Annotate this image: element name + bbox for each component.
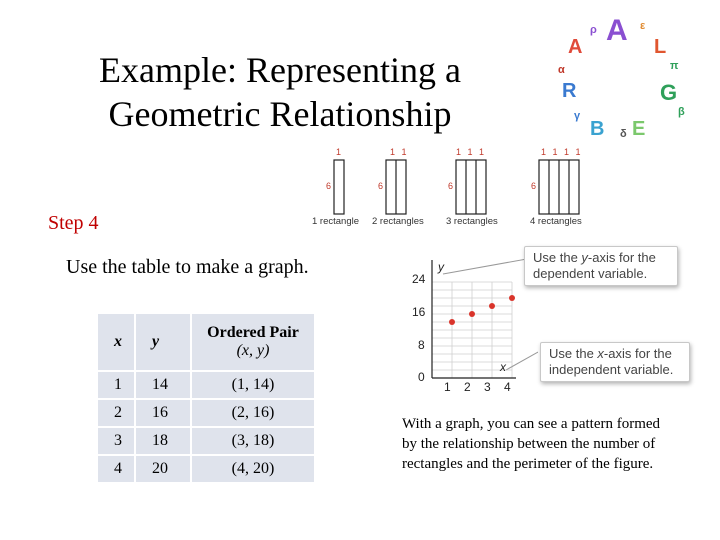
cell-y: 20 — [136, 456, 190, 482]
callout-x-var: x — [597, 346, 604, 361]
logo-greek-6: β — [678, 106, 685, 118]
rect-label-2: 2 rectangles — [372, 216, 424, 227]
logo-letter-b: B — [590, 118, 605, 140]
callout-y-axis — [524, 246, 678, 286]
data-point — [449, 319, 455, 325]
data-point — [489, 303, 495, 309]
cell-y: 18 — [136, 428, 190, 454]
rect-side-3: 6 — [448, 181, 454, 191]
cell-pair: (1, 14) — [192, 372, 314, 398]
y-tick-24: 24 — [412, 272, 426, 286]
rect-top-2: 1 1 — [390, 147, 409, 157]
callout-x-axis — [540, 342, 690, 382]
rectangles-figure — [310, 146, 600, 236]
callout-x-line2: independent variable. — [549, 362, 674, 377]
rect-label-3: 3 rectangles — [446, 216, 498, 227]
instruction-text: Use the table to make a graph. — [66, 256, 309, 278]
rect-top-3: 1 1 1 — [456, 147, 487, 157]
logo-greek-1: ρ — [590, 24, 597, 36]
coordinate-graph — [398, 252, 538, 402]
x-axis-label: x — [500, 360, 506, 374]
rect-top-1: 1 — [336, 147, 344, 157]
table-row — [98, 372, 314, 398]
callout-x-post: -axis for the — [603, 346, 672, 361]
data-point — [469, 311, 475, 317]
rect-side-4: 6 — [531, 181, 537, 191]
header-ordered-pair-xy: (x, y) — [236, 342, 270, 359]
y-tick-0: 0 — [418, 370, 425, 384]
cell-pair: (4, 20) — [192, 456, 314, 482]
rect-label-1: 1 rectangle — [312, 216, 360, 227]
algebra-logo — [548, 10, 688, 140]
table-row — [98, 400, 314, 426]
cell-y: 16 — [136, 400, 190, 426]
callout-y-post: -axis for the — [587, 250, 656, 265]
logo-letter-r: R — [562, 80, 577, 102]
callout-y-line2: dependent variable. — [533, 266, 648, 281]
header-ordered-pair — [192, 314, 314, 370]
logo-greek-5: γ — [574, 110, 581, 122]
header-ordered-pair-label: Ordered Pair — [207, 324, 299, 341]
logo-greek-4: π — [670, 60, 679, 72]
logo-letter-e: E — [632, 118, 646, 140]
title-line-1: Example: Representing a — [99, 50, 461, 90]
callout-x-pre: Use the — [549, 346, 598, 361]
logo-greek-3: α — [558, 64, 565, 76]
step-label: Step 4 — [48, 212, 99, 234]
logo-letter-g: G — [660, 80, 678, 105]
rect-label-4: 4 rectangles — [530, 216, 582, 227]
y-axis-label: y — [438, 260, 444, 274]
table-row — [98, 456, 314, 482]
x-tick-3: 3 — [484, 380, 491, 394]
rect-side-2: 6 — [378, 181, 384, 191]
logo-greek-2: ε — [640, 20, 646, 32]
values-table — [96, 312, 316, 484]
header-y: y — [136, 314, 190, 370]
cell-x: 1 — [98, 372, 134, 398]
rect-top-4: 1 1 1 1 — [541, 147, 583, 157]
cell-pair: (2, 16) — [192, 400, 314, 426]
cell-x: 2 — [98, 400, 134, 426]
graph-caption: With a graph, you can see a pattern formed by the relationship between the number of rectangles and the perimeter of the figure. — [402, 416, 661, 472]
callout-y-pre: Use the — [533, 250, 582, 265]
cell-x: 4 — [98, 456, 134, 482]
cell-x: 3 — [98, 428, 134, 454]
logo-letter-a1: A — [568, 36, 583, 58]
x-tick-2: 2 — [464, 380, 471, 394]
x-tick-4: 4 — [504, 380, 511, 394]
data-point — [509, 295, 515, 301]
title-line-2: Geometric Relationship — [108, 94, 452, 134]
table-header-row — [98, 314, 314, 370]
table-row — [98, 428, 314, 454]
slide-title — [40, 48, 520, 136]
rect-side-1: 6 — [326, 181, 332, 191]
cell-pair: (3, 18) — [192, 428, 314, 454]
x-tick-1: 1 — [444, 380, 451, 394]
logo-letter-l: L — [654, 36, 667, 58]
y-tick-8: 8 — [418, 338, 425, 352]
logo-greek-7: δ — [620, 128, 627, 140]
cell-y: 14 — [136, 372, 190, 398]
header-x: x — [98, 314, 134, 370]
callout-x-leader — [506, 352, 538, 370]
logo-letter-a2: A — [606, 14, 628, 47]
callout-y-var: y — [581, 250, 588, 265]
y-tick-16: 16 — [412, 305, 426, 319]
